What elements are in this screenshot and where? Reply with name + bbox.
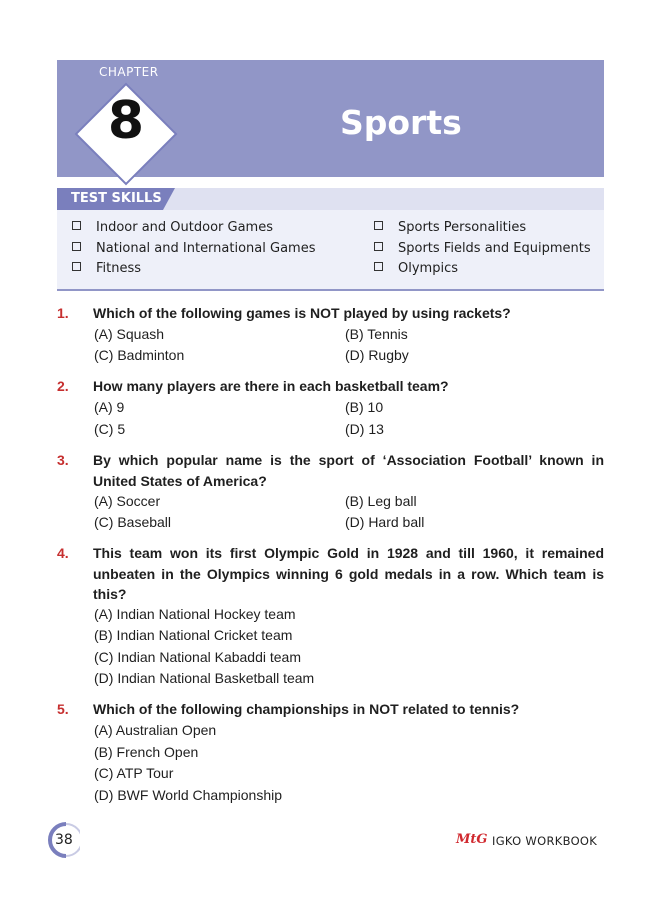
question-text: Which of the following games is NOT played by using rackets?: [93, 305, 511, 321]
skill-label: Olympics: [398, 261, 458, 276]
page-number: 38: [55, 832, 73, 848]
checkbox-icon: [72, 221, 81, 230]
skill-item: [72, 219, 273, 237]
question-number: 2.: [57, 378, 69, 394]
option-a: (A) Australian Open: [94, 722, 217, 738]
skill-label: Sports Personalities: [398, 220, 527, 235]
option-b: (B) 10: [345, 399, 384, 415]
skill-item: [374, 240, 591, 258]
skill-label: Indoor and Outdoor Games: [96, 220, 273, 235]
skill-label: Sports Fields and Equipments: [398, 241, 591, 256]
option-d: (D) Hard ball: [345, 514, 425, 530]
question-text: This team won its first Olympic Gold in 1928 and till 1960, it remained unbeaten in the Olympics winning 6 gold medals in a row. Which team is this?: [93, 545, 604, 602]
checkbox-icon: [374, 262, 383, 271]
option-c: (C) ATP Tour: [94, 765, 174, 781]
option-b: (B) Indian National Cricket team: [94, 627, 293, 643]
option-d: (D) Indian National Basketball team: [94, 670, 315, 686]
option-a: (A) 9: [94, 399, 125, 415]
chapter-label: CHAPTER: [99, 65, 159, 79]
skill-item: [374, 260, 458, 278]
chapter-title: Sports: [340, 103, 462, 142]
option-a: (A) Indian National Hockey team: [94, 606, 296, 622]
option-c: (C) Baseball: [94, 514, 172, 530]
question-number: 1.: [57, 305, 69, 321]
checkbox-icon: [72, 262, 81, 271]
option-c: (C) 5: [94, 421, 126, 437]
option-c: (C) Indian National Kabaddi team: [94, 649, 302, 665]
option-d: (D) 13: [345, 421, 384, 437]
option-b: (B) Leg ball: [345, 493, 417, 509]
question-number: 3.: [57, 452, 69, 468]
skill-item: [72, 240, 315, 258]
checkbox-icon: [72, 242, 81, 251]
question-text: By which popular name is the sport of ‘Association Football’ known in United States of America?: [93, 452, 604, 489]
skill-label: Fitness: [96, 261, 142, 276]
option-c: (C) Badminton: [94, 347, 185, 363]
skill-item: [374, 219, 526, 237]
question-number: 5.: [57, 701, 69, 717]
option-a: (A) Squash: [94, 326, 165, 342]
option-b: (B) Tennis: [345, 326, 408, 342]
test-skills-label: TEST SKILLS: [71, 191, 162, 206]
chapter-number: 8: [107, 91, 145, 151]
option-b: (B) French Open: [94, 744, 199, 760]
option-a: (A) Soccer: [94, 493, 161, 509]
option-d: (D) BWF World Championship: [94, 787, 283, 803]
checkbox-icon: [374, 242, 383, 251]
mtg-logo: MtG: [456, 832, 488, 847]
question-number: 4.: [57, 545, 69, 561]
checkbox-icon: [374, 221, 383, 230]
book-title: IGKO WORKBOOK: [492, 834, 598, 848]
skill-item: [72, 260, 141, 278]
question-text: How many players are there in each basketball team?: [93, 378, 449, 394]
option-d: (D) Rugby: [345, 347, 409, 363]
skill-label: National and International Games: [96, 241, 316, 256]
question-text: Which of the following championships in NOT related to tennis?: [93, 701, 520, 717]
